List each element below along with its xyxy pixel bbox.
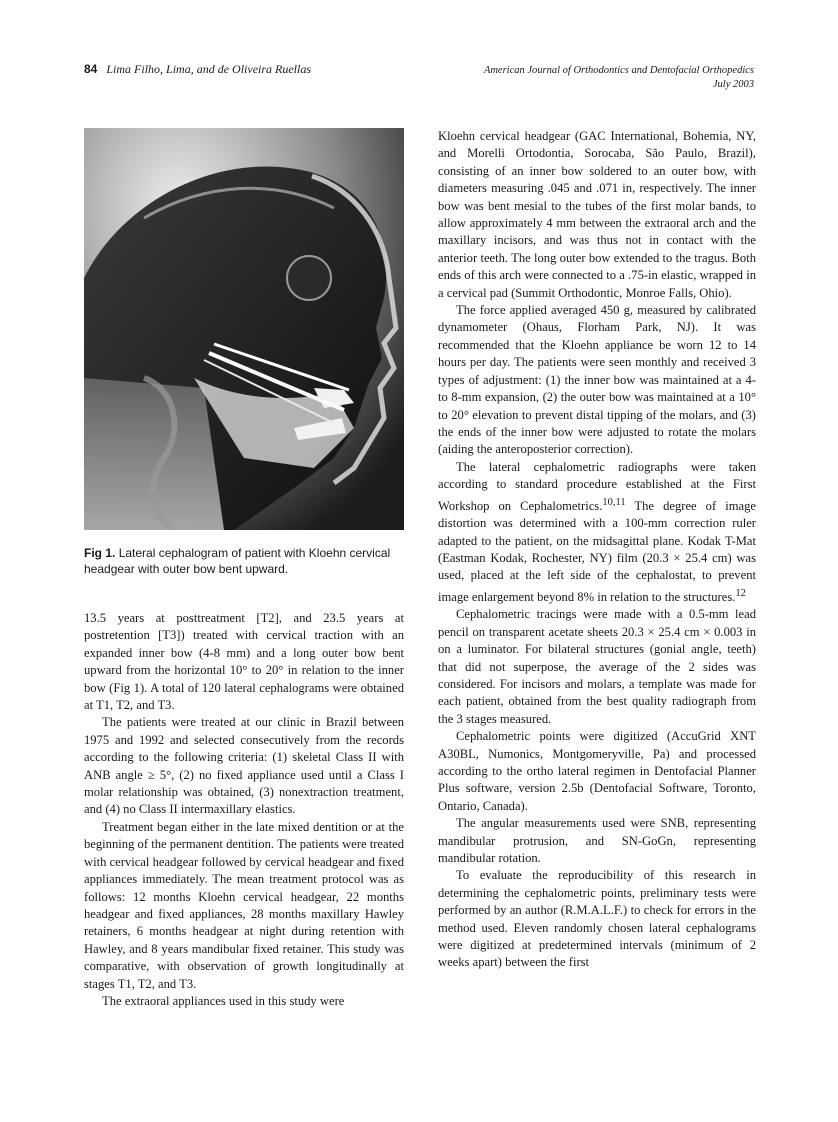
right-paragraph-6: The angular measurements used were SNB, representing mandibular protrusion, and SN-GoGn, representing mandibular rotation. [438,816,756,866]
running-header-right [484,64,754,92]
citation-10-11: 10,11 [602,496,626,508]
right-paragraph-3-text-a: The lateral cephalometric radiographs were taken according to standard procedure established at the First Workshop on Cephalometrics. [438,459,756,513]
citation-12: 12 [735,587,746,599]
left-paragraph-1: 13.5 years at posttreatment [T2], and 23.5 years at postretention [T3]) treated with cervical traction with an expanded inner bow (4-8 mm) and a long outer bow bent upward from the horizontal 10° to 20° in relation to the inner bow (Fig 1). A total of 120 lateral cephalograms were obtained at T1, T2, and T3. [84,611,404,713]
left-column [84,610,404,1010]
right-paragraph-3-text-b: The degree of image distortion was determined with a 100-mm correction ruler adapted to the patient, on the midsagittal plane. Kodak T-Mat (Eastman Kodak, Rochester, NY) film (20.3 × 25.4 cm) was used, placed at the left side of the cephalostat, to prevent image enlargement beyond 8% in relation to the structures. [438,498,756,604]
figure-cephalogram [84,128,404,530]
right-paragraph-5: Cephalometric points were digitized (AccuGrid XNT A30BL, Numonics, Montgomeryville, Pa) and processed according to the ortho lateral regimen in Dentofacial Planner Plus software, version 2.5b (Dentofacial Software, Toronto, Ontario, Canada). [438,729,756,813]
running-header-left [84,62,311,77]
journal-name: American Journal of Orthodontics and Dentofacial Orthopedics [483,65,754,76]
page-number: 84 [84,62,98,76]
right-paragraph-7: To evaluate the reproducibility of this research in determining the cephalometric points, preliminary tests were performed by an author (R.M.A.L.F.) to check for errors in the method used. Eleven randomly chosen lateral cephalograms were digitized at predetermined intervals (minimum of 2 weeks apart) between the first [438,868,756,970]
right-paragraph-1: Kloehn cervical headgear (GAC International, Bohemia, NY, and Morelli Ortodontia, Sorocaba, São Paulo, Brazil), consisting of an inner bow soldered to an outer bow, with diameters measuring .045 and .071 in, respectively. The inner bow was bent mesial to the tubes of the first molar bands, to allow approximately 4 mm between the extraoral arch and the maxillary incisors, and was thus not in contact with the anterior teeth. The long outer bow extended to the tragus. Both ends of this arch were connected to a .75-in elastic, wrapped in a cervical pad (Summit Orthodontic, Monroe Falls, Ohio). [438,129,756,300]
cephalogram-image [84,128,404,530]
caption-text: Lateral cephalogram of patient with Kloehn cervical headgear with outer bow bent upward. [84,546,391,576]
left-paragraph-4: The extraoral appliances used in this study were [102,993,345,1008]
issue-date: July 2003 [712,79,754,90]
caption-label: Fig 1. [84,546,116,560]
right-paragraph-4: Cephalometric tracings were made with a 0.5-mm lead pencil on transparent acetate sheets 20.3 × 25.4 cm × 0.003 in on a luminator. For bilateral structures (gonial angle, teeth) that did not superpose, the average of the 2 sides was considered. For incisors and molars, a template was made for each patient, obtained from the best quality radiograph from the 3 stages measured. [438,607,756,726]
right-paragraph-2: The force applied averaged 450 g, measured by calibrated dynamometer (Ohaus, Florham Park, NJ). It was recommended that the Kloehn appliance be worn 12 to 14 hours per day. The patients were seen monthly and received 3 types of adjustment: (1) the inner bow was maintained at a 4- to 8-mm expansion, (2) the outer bow was maintained at a 10° to 20° elevation to prevent distal tipping of the molars, and (3) the ends of the inner bow were adjusted to rotate the molars (aiding the anteroposterior correction). [438,303,756,457]
running-authors: Lima Filho, Lima, and de Oliveira Ruellas [106,62,312,76]
right-column [438,128,756,972]
left-paragraph-3: Treatment began either in the late mixed dentition or at the beginning of the permanent dentition. The patients were treated with cervical headgear followed by cervical headgear and fixed appliances immediately. The mean treatment protocol was as follows: 12 months Kloehn cervical headgear, 22 months headgear and fixed appliances, 28 months maxillary Hawley retainers, 6 months headgear at night during retention with Hawley, and 8 years mandibular fixed retainer. This study was comparative, with observation of growth longitudinally at stages T1, T2, and T3. [84,819,404,991]
figure-caption [84,545,404,577]
left-paragraph-2: The patients were treated at our clinic in Brazil between 1975 and 1992 and selected consecutively from the records according to the following criteria: (1) skeletal Class II with ANB angle ≥ 5°, (2) no fixed appliance used until a Class I molar relationship was obtained, (3) nonextraction treatment, and (4) no Class II intermaxillary elastics. [84,715,404,817]
right-paragraph-3 [438,459,756,607]
